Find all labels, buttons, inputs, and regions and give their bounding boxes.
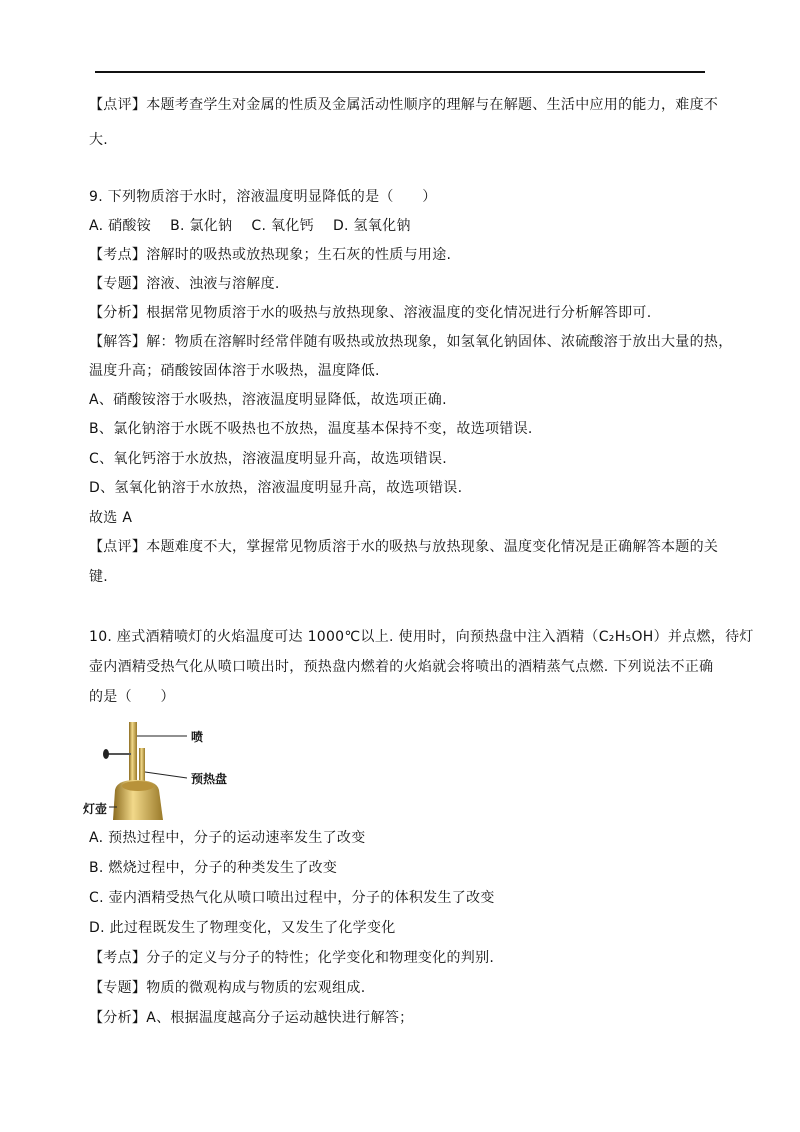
q10-option-b: B. 燃烧过程中，分子的种类发生了改变 bbox=[89, 860, 338, 876]
nozzle-label: 喷 bbox=[191, 730, 204, 744]
q9-jieda-line1: 【解答】解：物质在溶解时经常伴随有吸热或放热现象，如氢氧化钠固体、浓硫酸溶于放出大量的热， bbox=[89, 334, 733, 350]
q10-stem-line3: 的是（ ） bbox=[89, 689, 175, 705]
q9-explain-d: D、氢氧化钠溶于水放热，溶液温度明显升高，故选项错误. bbox=[89, 480, 463, 496]
q10-stem-line2: 壶内酒精受热气化从喷口喷出时，预热盘内燃着的火焰就会将喷出的酒精蒸气点燃. 下列说法不正确 bbox=[89, 659, 714, 675]
q10-zhuanti: 【专题】物质的微观构成与物质的宏观组成. bbox=[89, 980, 366, 996]
lamp-pot-label: 灯壶 bbox=[83, 802, 108, 816]
q9-fenxi: 【分析】根据常见物质溶于水的吸热与放热现象、溶液温度的变化情况进行分析解答即可. bbox=[89, 305, 652, 321]
alcohol-blowtorch-figure bbox=[83, 720, 245, 825]
q9-explain-c: C、氧化钙溶于水放热，溶液温度明显升高，故选项错误. bbox=[89, 451, 448, 467]
q9-review-line2: 键. bbox=[89, 569, 109, 585]
q10-kaodian: 【考点】分子的定义与分子的特性；化学变化和物理变化的判别. bbox=[89, 950, 495, 966]
q9-answer: 故选 A bbox=[89, 510, 133, 526]
q9-zhuanti: 【专题】溶液、浊液与溶解度. bbox=[89, 276, 280, 292]
q8-review-line2: 大. bbox=[89, 132, 109, 148]
q10-option-a: A. 预热过程中，分子的运动速率发生了改变 bbox=[89, 830, 366, 846]
q9-review-line1: 【点评】本题难度不大，掌握常见物质溶于水的吸热与放热现象、温度变化情况是正确解答本题的关 bbox=[89, 539, 719, 555]
header-rule bbox=[95, 71, 705, 73]
preheat-tray-label: 预热盘 bbox=[191, 772, 228, 786]
q8-review-line1: 【点评】本题考查学生对金属的性质及金属活动性顺序的理解与在解题、生活中应用的能力，难度不 bbox=[89, 97, 719, 113]
q9-stem: 9. 下列物质溶于水时，溶液温度明显降低的是（ ） bbox=[89, 189, 437, 205]
q10-option-d: D. 此过程既发生了物理变化，又发生了化学变化 bbox=[89, 920, 396, 936]
q10-option-c: C. 壶内酒精受热气化从喷口喷出过程中，分子的体积发生了改变 bbox=[89, 890, 495, 906]
q9-options: A. 硝酸铵 B. 氯化钠 C. 氧化钙 D. 氢氧化钠 bbox=[89, 218, 411, 234]
q9-explain-a: A、硝酸铵溶于水吸热，溶液温度明显降低，故选项正确. bbox=[89, 392, 447, 408]
q10-stem-line1: 10. 座式酒精喷灯的火焰温度可达 1000℃以上. 使用时，向预热盘中注入酒精（C₂H₅OH）并点燃，待灯 bbox=[89, 629, 754, 645]
q9-explain-b: B、氯化钠溶于水既不吸热也不放热，温度基本保持不变，故选项错误. bbox=[89, 421, 533, 437]
q9-jieda-line2: 温度升高；硝酸铵固体溶于水吸热，温度降低. bbox=[89, 363, 380, 379]
q9-kaodian: 【考点】溶解时的吸热或放热现象；生石灰的性质与用途. bbox=[89, 247, 452, 263]
q10-fenxi: 【分析】A、根据温度越高分子运动越快进行解答； bbox=[89, 1010, 414, 1026]
